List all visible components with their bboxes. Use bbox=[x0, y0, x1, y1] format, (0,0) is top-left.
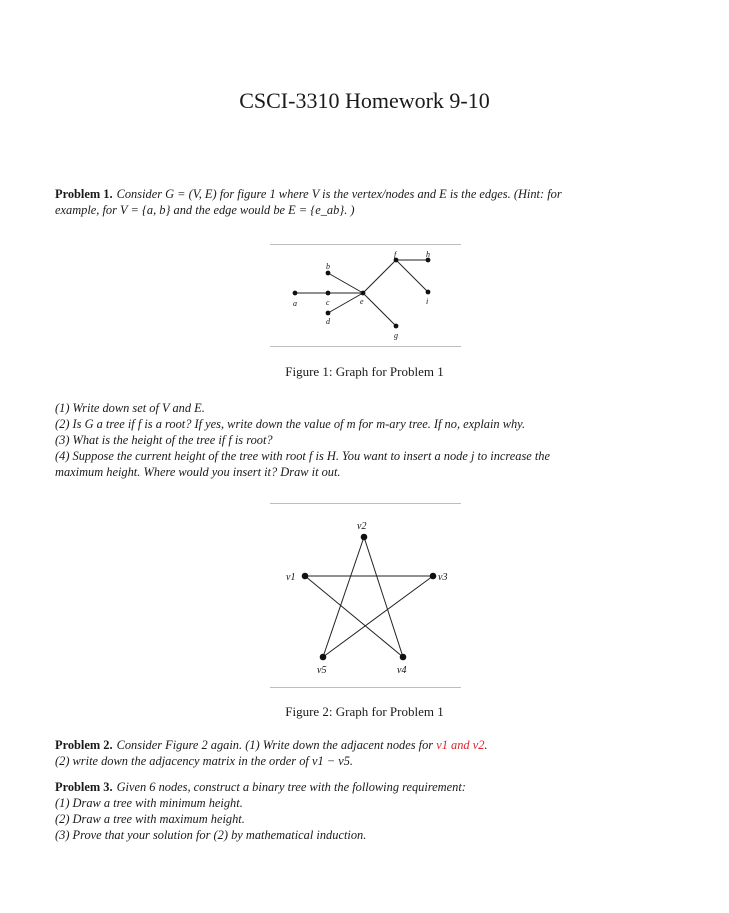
label-e: e bbox=[360, 297, 364, 306]
node-v5 bbox=[320, 654, 327, 661]
problem-3-label: Problem 3. bbox=[55, 780, 113, 794]
figure-1-top-rule bbox=[270, 244, 461, 245]
node-v1 bbox=[302, 573, 309, 580]
edge-e-g bbox=[363, 293, 396, 326]
node-e bbox=[361, 291, 366, 296]
node-i bbox=[426, 290, 431, 295]
label-v2: v2 bbox=[357, 521, 367, 532]
problem-3-line1: Given 6 nodes, construct a binary tree with the following requirement: bbox=[116, 780, 466, 794]
label-d: d bbox=[326, 317, 330, 326]
node-v4 bbox=[400, 654, 407, 661]
edge-f-i bbox=[396, 260, 428, 292]
label-v5: v5 bbox=[317, 665, 327, 676]
problem-2-line1: Consider Figure 2 again. (1) Write down the adjacent nodes for bbox=[116, 738, 434, 752]
figure-2-bottom-rule bbox=[270, 687, 461, 688]
node-g bbox=[394, 324, 399, 329]
question-3: (3) What is the height of the tree if f is root? bbox=[55, 433, 273, 447]
problem-1-label: Problem 1. bbox=[55, 187, 113, 201]
problem-3-item-1: (1) Draw a tree with minimum height. bbox=[55, 796, 243, 810]
edge-e-f bbox=[363, 260, 396, 293]
question-4-cont: maximum height. Where would you insert it? Draw it out. bbox=[55, 465, 341, 479]
problem-2-highlight: v1 and v2 bbox=[436, 738, 485, 752]
problem-2 bbox=[55, 737, 685, 769]
question-1: (1) Write down set of V and E. bbox=[55, 401, 205, 415]
node-c bbox=[326, 291, 331, 296]
figure-2-graph bbox=[270, 510, 461, 685]
node-d bbox=[326, 311, 331, 316]
node-b bbox=[326, 271, 331, 276]
edge-d-e bbox=[328, 293, 363, 313]
figure-2-top-rule bbox=[270, 503, 461, 504]
label-c: c bbox=[326, 298, 330, 307]
problem-1-line1: Consider G = (V, E) for figure 1 where V is the vertex/nodes and E is the edges. (Hint: for bbox=[116, 187, 562, 201]
label-h: h bbox=[426, 250, 430, 259]
label-g: g bbox=[394, 331, 398, 340]
problem-2-line1-end: . bbox=[484, 738, 488, 752]
edge-v2-v5 bbox=[323, 537, 364, 657]
node-v3 bbox=[430, 573, 437, 580]
label-f: f bbox=[394, 250, 397, 259]
label-v4: v4 bbox=[397, 665, 407, 676]
node-v2 bbox=[361, 534, 368, 541]
problem-2-line2: (2) write down the adjacency matrix in the order of v1 − v5. bbox=[55, 754, 353, 768]
problem-3-item-3: (3) Prove that your solution for (2) by mathematical induction. bbox=[55, 828, 367, 842]
problem-3 bbox=[55, 779, 685, 843]
question-2: (2) Is G a tree if f is a root? If yes, write down the value of m for m-ary tree. If no, explain why. bbox=[55, 417, 526, 431]
edge-v3-v5 bbox=[323, 576, 433, 657]
question-4: (4) Suppose the current height of the tree with root f is H. You want to insert a node j to increase the bbox=[55, 449, 551, 463]
label-b: b bbox=[326, 262, 330, 271]
figure-1-caption: Figure 1: Graph for Problem 1 bbox=[285, 364, 444, 379]
figure-2-caption: Figure 2: Graph for Problem 1 bbox=[285, 704, 444, 719]
label-v3: v3 bbox=[438, 572, 448, 583]
problem-1-line2: example, for V = {a, b} and the edge would be E = {e_ab}. ) bbox=[55, 203, 355, 217]
label-a: a bbox=[293, 299, 297, 308]
problem-1 bbox=[55, 186, 685, 218]
page-title: CSCI-3310 Homework 9-10 bbox=[239, 88, 490, 113]
edge-v1-v4 bbox=[305, 576, 403, 657]
edge-v2-v4 bbox=[364, 537, 403, 657]
problem-1-questions bbox=[55, 400, 685, 480]
node-a bbox=[293, 291, 298, 296]
label-i: i bbox=[426, 297, 429, 306]
edge-b-e bbox=[328, 273, 363, 293]
figure-1-bottom-rule bbox=[270, 346, 461, 347]
problem-3-item-2: (2) Draw a tree with maximum height. bbox=[55, 812, 245, 826]
label-v1: v1 bbox=[286, 572, 296, 583]
figure-1-graph bbox=[270, 250, 461, 346]
problem-2-label: Problem 2. bbox=[55, 738, 113, 752]
